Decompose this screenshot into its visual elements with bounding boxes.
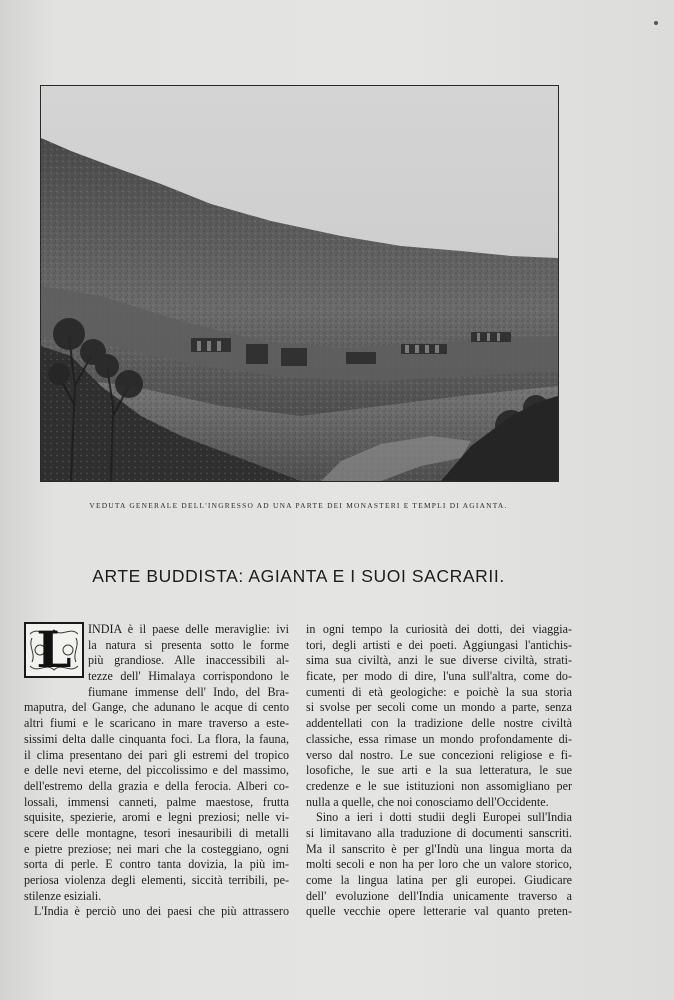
paragraph-line: più grandiose. Alle inaccessibili al- bbox=[88, 653, 289, 668]
paragraph-line: Sino a ieri i dotti studii degli Europei sull'India bbox=[316, 810, 572, 825]
paragraph-line: e delle nevi eterne, del piccolissimo e del massimo, bbox=[24, 763, 289, 778]
paragraph-line: dell' evoluzione dell'India unicamente traverso a bbox=[306, 888, 572, 903]
text-column-left bbox=[24, 622, 289, 920]
paragraph-line: dell'estremo della grazia e della ferocia. Alberi co- bbox=[24, 778, 289, 793]
paragraph-line: altri fiumi e le scaricano in mare traverso a este- bbox=[24, 716, 289, 731]
paragraph-line: molti secoli e non ha per loro che un valore storico, bbox=[306, 857, 572, 872]
figure-caption: VEDUTA GENERALE DELL'INGRESSO AD UNA PARTE DEI MONASTERI E TEMPLI DI AGIANTA. bbox=[89, 501, 508, 510]
paragraph-line: credenze e le sue istituzioni non assomigliano per bbox=[306, 778, 572, 793]
paragraph-line: L'India è perciò uno dei paesi che più attrassero bbox=[34, 904, 289, 919]
paragraph-line: classiche, essa rimase un mondo profondamente di- bbox=[306, 731, 572, 746]
drop-cap-letter: L bbox=[36, 620, 72, 679]
paragraph-line: Ma il sanscrito è per gl'Indù una lingua morta da bbox=[306, 841, 572, 856]
paragraph-line: come la lingua latina per gli europei. Giudicare bbox=[306, 873, 572, 887]
decorated-initial bbox=[24, 622, 84, 678]
paragraph-line: ficate, per modo di dire, l'una sull'altra, come do- bbox=[306, 669, 572, 684]
paper-speck bbox=[654, 21, 658, 25]
paragraph-line: verso dal nostro. Le sue concezioni religiose e fi- bbox=[306, 747, 572, 762]
paragraph-line: periosa violenza degli elementi, siccità terribili, pe- bbox=[24, 873, 289, 887]
paragraph-line: in ogni tempo la curiosità dei dotti, dei viaggia- bbox=[306, 622, 572, 636]
paragraph-line: sissimi delta dalle cinquanta foci. La flora, la fauna, bbox=[24, 731, 289, 746]
paragraph-line: maputra, del Gange, che adunano le acque di cento bbox=[24, 700, 289, 715]
paragraph-line: INDIA è il paese delle meraviglie: ivi bbox=[88, 622, 289, 636]
paragraph-line: quelle vecchie opere letterarie val quanto preten- bbox=[306, 904, 572, 919]
paragraph-line: addentellati con la tradizione delle nostre civiltà bbox=[306, 716, 572, 731]
paragraph-line: scere delle montagne, tesori inesauribili di metalli bbox=[24, 825, 289, 840]
article-title: ARTE BUDDISTA: AGIANTA E I SUOI SACRARII. bbox=[92, 566, 505, 586]
paragraph-line: tezze dell' Himalaya corrispondono le bbox=[88, 669, 289, 684]
paragraph-line: si limitavano alla traduzione di documenti sanscriti. bbox=[306, 825, 572, 840]
photograph-ajanta-caves bbox=[40, 85, 559, 482]
paragraph-line: e pietre preziose; nei mari che la costeggiano, ogni bbox=[24, 841, 289, 856]
paragraph-line: squisite, spezierie, aromi e legni preziosi; nelle vi- bbox=[24, 810, 289, 825]
paragraph-line: cumenti di età geologiche: e poichè la sua storia bbox=[306, 684, 572, 699]
paragraph-line: la natura si presenta sotto le forme bbox=[88, 637, 289, 652]
paragraph-line: fiumane immense dell' Indo, del Bra- bbox=[88, 684, 289, 699]
paragraph-line: lossali, immensi canneti, palme maestose, frutta bbox=[24, 794, 289, 809]
paragraph-line: nulla a quelle, che noi conosciamo dell'Occidente. bbox=[306, 794, 549, 809]
paragraph-line: si svolse per secoli come un mondo a parte, senza bbox=[306, 700, 572, 715]
paragraph-line: sorta di perle. E contro tanta dovizia, la più im- bbox=[24, 857, 289, 872]
paragraph-line: sima sua civiltà, anzi le sue diverse civiltà, strati- bbox=[306, 653, 572, 668]
photo-illustration bbox=[41, 86, 558, 481]
text-column-right bbox=[306, 622, 572, 920]
paragraph-line: stilenze esiziali. bbox=[24, 888, 102, 903]
paragraph-line: tori, degli artisti e dei poeti. Aggiungasi l'antichis- bbox=[306, 637, 572, 652]
paragraph-line: il clima presentano dei pari gli estremi del tropico bbox=[24, 747, 289, 762]
paragraph-line: losofiche, le sue arti e la sua letteratura, le sue bbox=[306, 763, 572, 778]
